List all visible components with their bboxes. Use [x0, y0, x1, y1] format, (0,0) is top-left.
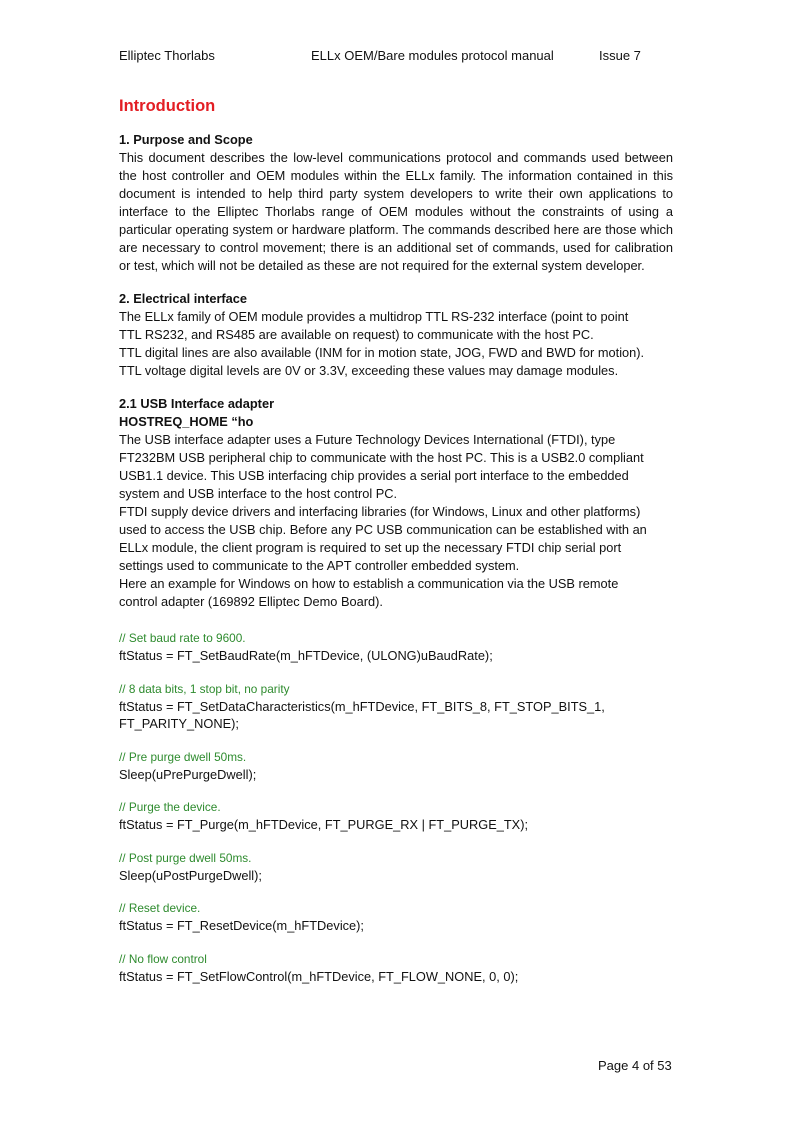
section-heading-usb: 2.1 USB Interface adapter	[119, 396, 275, 411]
page-content	[119, 95, 673, 985]
code-line: Sleep(uPrePurgeDwell);	[119, 766, 257, 782]
header-issue: Issue 7	[599, 48, 641, 63]
code-comment: // Pre purge dwell 50ms.	[119, 749, 247, 764]
electrical-paragraph	[119, 308, 673, 380]
text-line: The USB interface adapter uses a Future Technology Devices International (FTDI), type	[119, 432, 616, 447]
code-block	[119, 681, 673, 733]
text-line: system and USB interface to the host control PC.	[119, 486, 398, 501]
code-line: ftStatus = FT_SetDataCharacteristics(m_hFTDevice, FT_BITS_8, FT_STOP_BITS_1,	[119, 698, 605, 714]
usb-paragraph	[119, 431, 673, 611]
text-line: used to access the USB chip. Before any PC USB communication can be established with an	[119, 522, 647, 537]
purpose-paragraph: This document describes the low-level communications protocol and commands used between the host controller and OEM modules within the ELLx family. The information contained in this document is intended to help third party system developers to write their own applications to interface to the Elliptec Thorlabs range of OEM modules without the constraints of using a particular operating system or hardware platform. The commands described here are those which are necessary to control movement; there is an additional set of commands, used for calibration or test, which will not be detailed as these are not required for the external system developer.	[119, 150, 673, 273]
code-line: Sleep(uPostPurgeDwell);	[119, 867, 262, 883]
code-comment: // Set baud rate to 9600.	[119, 631, 246, 645]
code-block	[119, 850, 673, 885]
code-line: ftStatus = FT_SetBaudRate(m_hFTDevice, (ULONG)uBaudRate);	[119, 648, 493, 663]
text-line: TTL voltage digital levels are 0V or 3.3V, exceeding these values may damage modules.	[119, 363, 619, 378]
code-line: ftStatus = FT_ResetDevice(m_hFTDevice);	[119, 918, 364, 933]
code-line: FT_PARITY_NONE);	[119, 716, 239, 731]
text-line: settings used to communicate to the APT controller embedded system.	[119, 558, 520, 573]
section-heading-purpose: 1. Purpose and Scope	[119, 132, 253, 147]
text-line: The ELLx family of OEM module provides a multidrop TTL RS-232 interface (point to point	[119, 309, 629, 324]
text-line: control adapter (169892 Elliptec Demo Board).	[119, 594, 383, 609]
code-comment: // Reset device.	[119, 901, 201, 915]
code-block	[119, 749, 673, 784]
code-line: ftStatus = FT_Purge(m_hFTDevice, FT_PURGE_RX | FT_PURGE_TX);	[119, 817, 529, 832]
text-line: Here an example for Windows on how to establish a communication via the USB remote	[119, 576, 619, 591]
code-comment: // No flow control	[119, 951, 207, 966]
code-comment: // 8 data bits, 1 stop bit, no parity	[119, 681, 290, 696]
code-block	[119, 951, 673, 986]
code-comment: // Post purge dwell 50ms.	[119, 850, 252, 865]
text-line: FTDI supply device drivers and interfacing libraries (for Windows, Linux and other platforms)	[119, 504, 641, 519]
text-line: TTL digital lines are also available (INM for in motion state, JOG, FWD and BWD for motion).	[119, 345, 645, 360]
code-comment: // Purge the device.	[119, 800, 221, 814]
code-block	[119, 900, 673, 935]
text-line: FT232BM USB peripheral chip to communicate with the host PC. This is a USB2.0 compliant	[119, 450, 644, 465]
page-number: Page 4 of 53	[598, 1058, 672, 1073]
usb-subheading: HOSTREQ_HOME “ho	[119, 414, 254, 429]
text-line: ELLx module, the client program is required to set up the necessary FTDI chip serial port	[119, 540, 622, 555]
header-company: Elliptec Thorlabs	[119, 48, 215, 63]
header-document-title: ELLx OEM/Bare modules protocol manual	[311, 48, 554, 63]
code-block	[119, 630, 673, 665]
code-listing	[119, 630, 673, 985]
page-title: Introduction	[119, 97, 216, 115]
text-line: USB1.1 device. This USB interfacing chip provides a serial port interface to the embedded	[119, 468, 629, 483]
code-block	[119, 799, 673, 834]
text-line: TTL RS232, and RS485 are available on request) to communicate with the host PC.	[119, 327, 594, 342]
code-line: ftStatus = FT_SetFlowControl(m_hFTDevice, FT_FLOW_NONE, 0, 0);	[119, 968, 519, 984]
page-header	[119, 48, 679, 66]
section-heading-electrical: 2. Electrical interface	[119, 291, 248, 306]
